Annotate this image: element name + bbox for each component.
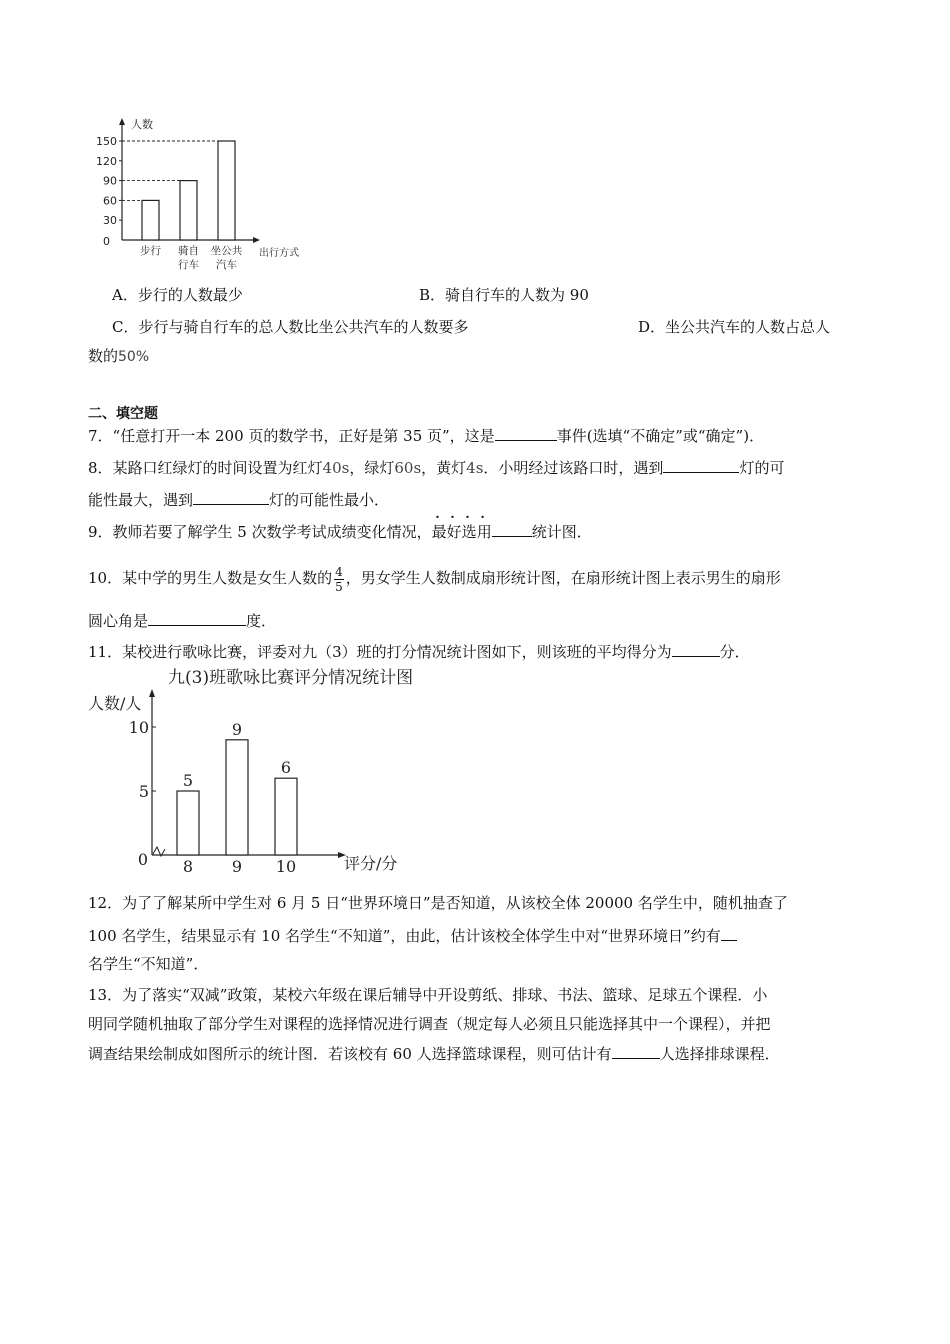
data-label: 5: [182, 771, 194, 790]
question-13-line1: 13．为了落实“双减”政策，某校六年级在课后辅导中开设剪纸、排球、书法、篮球、足球五个课程．小: [88, 986, 768, 1004]
option-a: A．步行的人数最少: [112, 286, 243, 304]
question-12-line3: 名学生“不知道”．: [88, 955, 209, 973]
question-10-line2: 圆心角是 度．: [88, 612, 277, 630]
bar-10: [275, 778, 297, 855]
question-7: 7．“任意打开一本 200 页的数学书，正好是第 35 页”，这是 事件(选填“不确定”或“确定”)．: [88, 427, 765, 445]
y-tick-label: 10: [128, 718, 149, 737]
answer-blank: [495, 425, 557, 441]
y-axis-label: 人数: [131, 118, 153, 131]
bar-2: [180, 181, 197, 240]
y-axis-label: 人数/人: [88, 694, 142, 713]
option-c: C．步行与骑自行车的总人数比坐公共汽车的人数要多: [112, 318, 469, 336]
origin-label: 0: [103, 235, 110, 248]
y-tick-label: 5: [138, 782, 149, 801]
category-label: 10: [275, 857, 297, 876]
answer-blank: [193, 489, 269, 505]
answer-blank: [612, 1043, 660, 1059]
y-tick-label: 120: [96, 154, 117, 168]
answer-blank: [492, 521, 532, 537]
question-12-line2: 100 名学生，结果显示有 10 名学生“不知道”，由此，估计该校全体学生中对“世界环境日”约有: [88, 925, 737, 946]
singing-contest-score-chart: [88, 662, 428, 884]
bar-8: [177, 791, 199, 855]
y-axis-arrow: [149, 689, 155, 697]
answer-blank: [672, 641, 720, 657]
question-13-line3: 调查结果绘制成如图所示的统计图．若该校有 60 人选择篮球课程，则可估计有 人选择排球课程．: [88, 1045, 780, 1063]
option-d: D．坐公共汽车的人数占总人: [638, 318, 831, 336]
question-11: 11．某校进行歌咏比赛，评委对九（3）班的打分情况统计图如下，则该班的平均得分为 分．: [88, 643, 750, 661]
category-label: 骑自: [178, 245, 199, 257]
origin-label: 0: [137, 850, 148, 869]
travel-mode-bar-chart: [88, 112, 328, 277]
answer-blank: [721, 925, 737, 941]
y-axis-arrow: [119, 118, 125, 125]
answer-blank: [663, 457, 739, 473]
chart-title: 九(3)班歌咏比赛评分情况统计图: [168, 668, 414, 688]
question-12-line1: 12．为了了解某所中学生对 6 月 5 日“世界环境日”是否知道，从该校全体 20000 名学生中，随机抽查了: [88, 894, 788, 912]
question-10-line1: 10．某中学的男生人数是女生人数的 $\frac{4}{5}$ ，男女学生人数制成扇形统计图，在扇形统计图上表示男生的扇形: [88, 564, 781, 594]
x-axis-arrow: [253, 237, 260, 243]
y-tick-label: 90: [103, 174, 117, 188]
data-label: 6: [280, 758, 292, 778]
bar-3: [218, 141, 235, 240]
question-9: 9．教师若要了解学生 5 次数学考试成绩变化情况，最好选用 统计图．: [88, 523, 592, 541]
category-label: 行车: [178, 259, 199, 271]
x-axis-label: 出行方式: [259, 248, 299, 259]
question-13-line2: 明同学随机抽取了部分学生对课程的选择情况进行调查（规定每人必须且只能选择其中一个课程），并把: [88, 1015, 771, 1033]
bar-1: [142, 200, 159, 240]
question-8-line2: 能性最大，遇到 灯的可能性最小．: [88, 491, 390, 509]
answer-blank: [148, 610, 246, 626]
category-label: 汽车: [216, 259, 237, 271]
question-8-line1: 8．某路口红绿灯的时间设置为红灯40s，绿灯60s，黄灯4s．小明经过该路口时，遇到 灯的可: [88, 459, 785, 477]
option-d-continued: 数的50%: [88, 347, 150, 365]
section-title-fill-blank: 二、填空题: [88, 406, 158, 422]
category-label: 坐公共: [210, 245, 243, 257]
data-label: 9: [231, 719, 243, 739]
category-label: 9: [231, 857, 243, 876]
y-tick-label: 60: [103, 194, 117, 208]
x-axis-label: 评分/分: [344, 854, 398, 873]
y-tick-label: 150: [96, 135, 117, 148]
bar-9: [226, 740, 248, 855]
fraction-four-fifths: $\frac{4}{5}$: [335, 564, 343, 594]
category-label: 8: [182, 857, 194, 876]
category-label: 步行: [140, 245, 161, 257]
y-tick-label: 30: [103, 214, 117, 228]
option-b: B．骑自行车的人数为 90: [419, 286, 589, 304]
